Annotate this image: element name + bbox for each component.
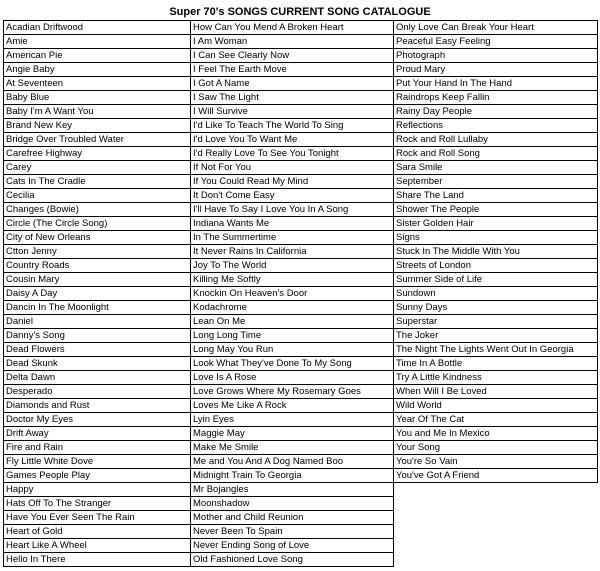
song-cell: Lyin Eyes xyxy=(191,413,394,427)
song-cell: Love Grows Where My Rosemary Goes xyxy=(191,385,394,399)
song-cell: Stuck In The Middle With You xyxy=(394,245,598,259)
song-cell: When Will I Be Loved xyxy=(394,385,598,399)
song-cell: Raindrops Keep Fallin xyxy=(394,91,598,105)
song-cell: Mr Bojangles xyxy=(191,483,394,497)
song-cell: American Pie xyxy=(4,49,191,63)
song-cell: Amie xyxy=(4,35,191,49)
song-cell: Make Me Smile xyxy=(191,441,394,455)
song-cell: Year Of The Cat xyxy=(394,413,598,427)
song-cell: Moonshadow xyxy=(191,497,394,511)
song-cell: Fly Little White Dove xyxy=(4,455,191,469)
song-cell: Sister Golden Hair xyxy=(394,217,598,231)
song-cell: Heart Like A Wheel xyxy=(4,539,191,553)
table-row xyxy=(4,161,598,175)
song-cell: I Will Survive xyxy=(191,105,394,119)
song-cell: I Am Woman xyxy=(191,35,394,49)
song-cell: You're So Vain xyxy=(394,455,598,469)
song-cell: If You Could Read My Mind xyxy=(191,175,394,189)
song-catalogue-sheet xyxy=(3,4,597,567)
song-cell: Reflections xyxy=(394,119,598,133)
song-cell: Country Roads xyxy=(4,259,191,273)
song-cell: Doctor My Eyes xyxy=(4,413,191,427)
song-cell: Wild World xyxy=(394,399,598,413)
song-cell: September xyxy=(394,175,598,189)
song-cell: Photograph xyxy=(394,49,598,63)
table-row xyxy=(4,315,598,329)
song-cell: Killing Me Softly xyxy=(191,273,394,287)
song-cell: It Don't Come Easy xyxy=(191,189,394,203)
empty-cell xyxy=(394,497,598,511)
table-row xyxy=(4,203,598,217)
song-cell: I Feel The Earth Move xyxy=(191,63,394,77)
song-cell: I'd Love You To Want Me xyxy=(191,133,394,147)
song-cell: Never Ending Song of Love xyxy=(191,539,394,553)
table-row xyxy=(4,357,598,371)
song-cell: Time In A Bottle xyxy=(394,357,598,371)
song-cell: I Can See Clearly Now xyxy=(191,49,394,63)
song-cell: I Got A Name xyxy=(191,77,394,91)
song-cell: Carey xyxy=(4,161,191,175)
song-cell: Carefree Highway xyxy=(4,147,191,161)
song-cell: Lean On Me xyxy=(191,315,394,329)
table-row xyxy=(4,455,598,469)
song-cell: Danny's Song xyxy=(4,329,191,343)
table-row xyxy=(4,441,598,455)
song-cell: I'd Really Love To See You Tonight xyxy=(191,147,394,161)
song-cell: Proud Mary xyxy=(394,63,598,77)
table-row xyxy=(4,189,598,203)
song-cell: I'd Like To Teach The World To Sing xyxy=(191,119,394,133)
table-row xyxy=(4,91,598,105)
song-cell: Delta Dawn xyxy=(4,371,191,385)
song-cell: Ctton Jenny xyxy=(4,245,191,259)
table-row xyxy=(4,105,598,119)
song-cell: Peaceful Easy Feeling xyxy=(394,35,598,49)
song-cell: Baby Blue xyxy=(4,91,191,105)
song-cell: Midnight Train To Georgia xyxy=(191,469,394,483)
song-cell: The Joker xyxy=(394,329,598,343)
table-row xyxy=(4,385,598,399)
song-cell: Me and You And A Dog Named Boo xyxy=(191,455,394,469)
song-cell: Shower The People xyxy=(394,203,598,217)
song-cell: Try A Little Kindness xyxy=(394,371,598,385)
song-cell: Daisy A Day xyxy=(4,287,191,301)
song-cell: Sara Smile xyxy=(394,161,598,175)
song-cell: In The Summertime xyxy=(191,231,394,245)
song-cell: Brand New Key xyxy=(4,119,191,133)
song-cell: Dead Flowers xyxy=(4,343,191,357)
song-cell: Sunny Days xyxy=(394,301,598,315)
song-cell: Streets of London xyxy=(394,259,598,273)
table-row xyxy=(4,525,598,539)
song-cell: Diamonds and Rust xyxy=(4,399,191,413)
song-cell: Mother and Child Reunion xyxy=(191,511,394,525)
song-cell: Rainy Day People xyxy=(394,105,598,119)
table-row xyxy=(4,287,598,301)
song-cell: Heart of Gold xyxy=(4,525,191,539)
song-cell: Hats Off To The Stranger xyxy=(4,497,191,511)
song-cell: Knockin On Heaven's Door xyxy=(191,287,394,301)
song-cell: Angie Baby xyxy=(4,63,191,77)
table-row xyxy=(4,553,598,567)
song-cell: Kodachrome xyxy=(191,301,394,315)
song-cell: Put Your Hand In The Hand xyxy=(394,77,598,91)
table-row xyxy=(4,175,598,189)
table-row xyxy=(4,469,598,483)
song-cell: Long May You Run xyxy=(191,343,394,357)
song-cell: The Night The Lights Went Out In Georgia xyxy=(394,343,598,357)
table-row xyxy=(4,259,598,273)
song-cell: Sundown xyxy=(394,287,598,301)
song-cell: Rock and Roll Song xyxy=(394,147,598,161)
song-cell: Superstar xyxy=(394,315,598,329)
empty-cell xyxy=(394,539,598,553)
song-cell: Rock and Roll Lullaby xyxy=(394,133,598,147)
table-row xyxy=(4,133,598,147)
song-cell: Maggie May xyxy=(191,427,394,441)
song-cell: Share The Land xyxy=(394,189,598,203)
song-cell: You and Me In Mexico xyxy=(394,427,598,441)
table-row xyxy=(4,63,598,77)
song-cell: Drift Away xyxy=(4,427,191,441)
song-cell: Desperado xyxy=(4,385,191,399)
table-row xyxy=(4,483,598,497)
table-row xyxy=(4,343,598,357)
song-cell: Fire and Rain xyxy=(4,441,191,455)
song-cell: Cousin Mary xyxy=(4,273,191,287)
table-row xyxy=(4,217,598,231)
song-cell: Hello In There xyxy=(4,553,191,567)
song-cell: It Never Rains In California xyxy=(191,245,394,259)
song-cell: Happy xyxy=(4,483,191,497)
table-row xyxy=(4,49,598,63)
empty-cell xyxy=(394,483,598,497)
song-cell: Your Song xyxy=(394,441,598,455)
song-cell: How Can You Mend A Broken Heart xyxy=(191,21,394,35)
table-row xyxy=(4,77,598,91)
song-cell: If Not For You xyxy=(191,161,394,175)
song-cell: Dead Skunk xyxy=(4,357,191,371)
song-cell: I'll Have To Say I Love You In A Song xyxy=(191,203,394,217)
song-cell: Loves Me Like A Rock xyxy=(191,399,394,413)
table-row xyxy=(4,427,598,441)
song-cell: At Seventeen xyxy=(4,77,191,91)
song-cell: Bridge Over Troubled Water xyxy=(4,133,191,147)
song-cell: Circle (The Circle Song) xyxy=(4,217,191,231)
empty-cell xyxy=(394,511,598,525)
table-row xyxy=(4,119,598,133)
song-cell: Indiana Wants Me xyxy=(191,217,394,231)
table-row xyxy=(4,21,598,35)
song-cell: Signs xyxy=(394,231,598,245)
table-row xyxy=(4,273,598,287)
song-cell: Games People Play xyxy=(4,469,191,483)
song-cell: Look What They've Done To My Song xyxy=(191,357,394,371)
empty-cell xyxy=(394,553,598,567)
song-cell: City of New Orleans xyxy=(4,231,191,245)
table-row xyxy=(4,371,598,385)
song-cell: Only Love Can Break Your Heart xyxy=(394,21,598,35)
song-cell: Old Fashioned Love Song xyxy=(191,553,394,567)
song-cell: Baby I'm A Want You xyxy=(4,105,191,119)
song-cell: Dancin In The Moonlight xyxy=(4,301,191,315)
song-cell: Long Long Time xyxy=(191,329,394,343)
song-cell: Never Been To Spain xyxy=(191,525,394,539)
table-row xyxy=(4,147,598,161)
song-cell: Changes (Bowie) xyxy=(4,203,191,217)
song-cell: Daniel xyxy=(4,315,191,329)
song-cell: You've Got A Friend xyxy=(394,469,598,483)
table-row xyxy=(4,231,598,245)
table-row xyxy=(4,539,598,553)
empty-cell xyxy=(394,525,598,539)
song-cell: I Saw The Light xyxy=(191,91,394,105)
song-cell: Joy To The World xyxy=(191,259,394,273)
song-cell: Cecilia xyxy=(4,189,191,203)
song-table xyxy=(3,20,598,567)
song-cell: Acadian Driftwood xyxy=(4,21,191,35)
table-row xyxy=(4,329,598,343)
table-row xyxy=(4,413,598,427)
table-row xyxy=(4,301,598,315)
song-cell: Have You Ever Seen The Rain xyxy=(4,511,191,525)
song-cell: Summer Side of Life xyxy=(394,273,598,287)
table-row xyxy=(4,35,598,49)
catalogue-title: Super 70's SONGS CURRENT SONG CATALOGUE xyxy=(169,6,431,18)
table-row xyxy=(4,245,598,259)
table-row xyxy=(4,511,598,525)
song-rows xyxy=(4,21,598,567)
table-row xyxy=(4,399,598,413)
song-cell: Cats In The Cradle xyxy=(4,175,191,189)
table-row xyxy=(4,497,598,511)
song-cell: Love Is A Rose xyxy=(191,371,394,385)
